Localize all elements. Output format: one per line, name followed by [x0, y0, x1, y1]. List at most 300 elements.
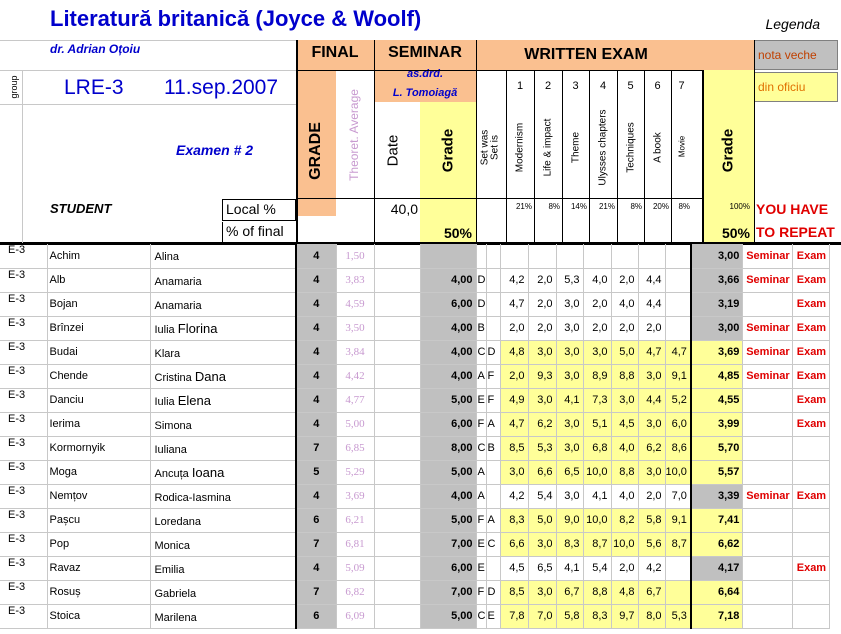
repeat-seminar-cell[interactable]: Seminar: [743, 340, 793, 364]
set-is-cell[interactable]: [486, 484, 500, 508]
written-topic-cell[interactable]: 5,0: [611, 340, 638, 364]
written-topic-cell[interactable]: [638, 244, 665, 268]
written-topic-cell[interactable]: 4,0: [611, 292, 638, 316]
theoretical-average-cell[interactable]: 3,84: [336, 340, 374, 364]
written-topic-cell[interactable]: 4,7: [500, 292, 528, 316]
seminar-date-cell[interactable]: [374, 436, 420, 460]
repeat-seminar-cell[interactable]: [743, 556, 793, 580]
theoretical-average-cell[interactable]: 6,82: [336, 580, 374, 604]
theoretical-average-cell[interactable]: 6,81: [336, 532, 374, 556]
repeat-exam-cell[interactable]: [793, 532, 830, 556]
written-topic-cell[interactable]: 4,0: [611, 436, 638, 460]
written-topic-cell[interactable]: [500, 244, 528, 268]
set-was-cell[interactable]: E: [476, 556, 486, 580]
seminar-date-cell[interactable]: [374, 604, 420, 628]
final-grade-cell[interactable]: 4: [296, 556, 336, 580]
group-cell[interactable]: E-3: [0, 604, 47, 628]
written-topic-cell[interactable]: 8,9: [583, 364, 611, 388]
repeat-seminar-cell[interactable]: Seminar: [743, 244, 793, 268]
first-name-cell[interactable]: [150, 364, 296, 388]
written-topic-cell[interactable]: [583, 244, 611, 268]
written-topic-cell[interactable]: 3,0: [556, 364, 583, 388]
theoretical-average-cell[interactable]: 5,00: [336, 412, 374, 436]
surname-cell[interactable]: Bojan: [47, 292, 150, 316]
written-topic-cell[interactable]: 3,0: [528, 388, 556, 412]
seminar-grade-cell[interactable]: 6,00: [420, 292, 476, 316]
set-is-cell[interactable]: C: [486, 532, 500, 556]
written-topic-cell[interactable]: 4,4: [638, 388, 665, 412]
seminar-date-cell[interactable]: [374, 556, 420, 580]
written-topic-cell[interactable]: 2,0: [638, 316, 665, 340]
written-topic-cell[interactable]: [556, 244, 583, 268]
final-grade-cell[interactable]: 5: [296, 460, 336, 484]
written-topic-cell[interactable]: 2,0: [528, 292, 556, 316]
written-grade-cell[interactable]: 3,00: [691, 316, 743, 340]
set-was-cell[interactable]: [476, 244, 486, 268]
set-was-cell[interactable]: C: [476, 436, 486, 460]
first-name-cell[interactable]: [150, 484, 296, 508]
theoretical-average-cell[interactable]: 6,09: [336, 604, 374, 628]
written-topic-cell[interactable]: 3,0: [556, 340, 583, 364]
repeat-seminar-cell[interactable]: [743, 508, 793, 532]
seminar-date-cell[interactable]: [374, 340, 420, 364]
group-cell[interactable]: E-3: [0, 388, 47, 412]
written-topic-cell[interactable]: 6,0: [665, 412, 691, 436]
repeat-exam-cell[interactable]: Exam: [793, 484, 830, 508]
written-topic-cell[interactable]: 4,0: [583, 268, 611, 292]
written-topic-cell[interactable]: 10,0: [583, 460, 611, 484]
written-topic-cell[interactable]: 4,4: [638, 292, 665, 316]
written-topic-cell[interactable]: 3,0: [611, 388, 638, 412]
set-is-cell[interactable]: [486, 556, 500, 580]
written-topic-cell[interactable]: 3,0: [556, 436, 583, 460]
set-was-cell[interactable]: F: [476, 508, 486, 532]
written-topic-cell[interactable]: 3,0: [638, 364, 665, 388]
first-name-cell[interactable]: [150, 388, 296, 412]
group-cell[interactable]: E-3: [0, 244, 47, 268]
written-topic-cell[interactable]: 7,8: [500, 604, 528, 628]
repeat-exam-cell[interactable]: Exam: [793, 316, 830, 340]
seminar-grade-cell[interactable]: 7,00: [420, 532, 476, 556]
written-topic-cell[interactable]: 4,5: [500, 556, 528, 580]
seminar-grade-cell[interactable]: 5,00: [420, 460, 476, 484]
group-cell[interactable]: E-3: [0, 340, 47, 364]
written-topic-cell[interactable]: 6,6: [528, 460, 556, 484]
written-topic-cell[interactable]: 3,0: [500, 460, 528, 484]
seminar-date-cell[interactable]: [374, 412, 420, 436]
first-name-cell[interactable]: [150, 340, 296, 364]
written-topic-cell[interactable]: 3,0: [638, 460, 665, 484]
written-grade-cell[interactable]: 5,57: [691, 460, 743, 484]
first-name-cell[interactable]: [150, 604, 296, 628]
written-topic-cell[interactable]: 3,0: [556, 316, 583, 340]
written-topic-cell[interactable]: 4,7: [665, 340, 691, 364]
repeat-exam-cell[interactable]: [793, 580, 830, 604]
set-is-cell[interactable]: [486, 460, 500, 484]
written-topic-cell[interactable]: 2,0: [583, 292, 611, 316]
written-grade-cell[interactable]: 3,66: [691, 268, 743, 292]
written-topic-cell[interactable]: [611, 244, 638, 268]
written-topic-cell[interactable]: 4,1: [583, 484, 611, 508]
seminar-grade-cell[interactable]: 6,00: [420, 412, 476, 436]
surname-cell[interactable]: Danciu: [47, 388, 150, 412]
final-grade-cell[interactable]: 4: [296, 292, 336, 316]
set-was-cell[interactable]: E: [476, 532, 486, 556]
written-topic-cell[interactable]: 4,2: [500, 268, 528, 292]
written-topic-cell[interactable]: 2,0: [528, 316, 556, 340]
written-topic-cell[interactable]: 2,0: [611, 556, 638, 580]
written-grade-cell[interactable]: 6,62: [691, 532, 743, 556]
theoretical-average-cell[interactable]: 6,85: [336, 436, 374, 460]
written-topic-cell[interactable]: 2,0: [583, 316, 611, 340]
surname-cell[interactable]: Achim: [47, 244, 150, 268]
final-grade-cell[interactable]: 4: [296, 340, 336, 364]
written-topic-cell[interactable]: 9,1: [665, 508, 691, 532]
seminar-grade-cell[interactable]: 4,00: [420, 484, 476, 508]
written-topic-cell[interactable]: 4,4: [638, 268, 665, 292]
written-topic-cell[interactable]: 9,7: [611, 604, 638, 628]
written-topic-cell[interactable]: 8,3: [556, 532, 583, 556]
surname-cell[interactable]: Chende: [47, 364, 150, 388]
written-topic-cell[interactable]: 6,2: [638, 436, 665, 460]
theoretical-average-cell[interactable]: 4,77: [336, 388, 374, 412]
repeat-seminar-cell[interactable]: Seminar: [743, 364, 793, 388]
seminar-date-cell[interactable]: [374, 460, 420, 484]
set-was-cell[interactable]: E: [476, 388, 486, 412]
written-grade-cell[interactable]: 6,64: [691, 580, 743, 604]
repeat-seminar-cell[interactable]: Seminar: [743, 484, 793, 508]
set-is-cell[interactable]: A: [486, 412, 500, 436]
written-grade-cell[interactable]: 3,99: [691, 412, 743, 436]
written-topic-cell[interactable]: 6,8: [583, 436, 611, 460]
repeat-exam-cell[interactable]: [793, 604, 830, 628]
written-topic-cell[interactable]: 8,3: [500, 508, 528, 532]
set-is-cell[interactable]: [486, 316, 500, 340]
written-topic-cell[interactable]: 7,0: [528, 604, 556, 628]
written-topic-cell[interactable]: 6,6: [500, 532, 528, 556]
written-topic-cell[interactable]: 8,5: [500, 580, 528, 604]
set-was-cell[interactable]: C: [476, 604, 486, 628]
set-is-cell[interactable]: A: [486, 508, 500, 532]
repeat-exam-cell[interactable]: [793, 436, 830, 460]
written-topic-cell[interactable]: 2,0: [500, 316, 528, 340]
surname-cell[interactable]: Ravaz: [47, 556, 150, 580]
first-name-cell[interactable]: [150, 508, 296, 532]
written-topic-cell[interactable]: 9,0: [556, 508, 583, 532]
written-topic-cell[interactable]: 4,8: [500, 340, 528, 364]
surname-cell[interactable]: Nemțov: [47, 484, 150, 508]
written-topic-cell[interactable]: 5,3: [665, 604, 691, 628]
repeat-seminar-cell[interactable]: [743, 532, 793, 556]
first-name-cell[interactable]: [150, 580, 296, 604]
written-topic-cell[interactable]: 4,7: [638, 340, 665, 364]
group-cell[interactable]: E-3: [0, 532, 47, 556]
surname-cell[interactable]: Brînzei: [47, 316, 150, 340]
group-cell[interactable]: E-3: [0, 436, 47, 460]
written-topic-cell[interactable]: 10,0: [611, 532, 638, 556]
written-topic-cell[interactable]: 10,0: [583, 508, 611, 532]
seminar-grade-cell[interactable]: 4,00: [420, 364, 476, 388]
written-topic-cell[interactable]: 7,3: [583, 388, 611, 412]
seminar-grade-cell[interactable]: 7,00: [420, 580, 476, 604]
written-topic-cell[interactable]: 4,2: [638, 556, 665, 580]
first-name-cell[interactable]: [150, 412, 296, 436]
written-topic-cell[interactable]: 4,2: [500, 484, 528, 508]
group-cell[interactable]: E-3: [0, 556, 47, 580]
first-name-cell[interactable]: [150, 556, 296, 580]
written-topic-cell[interactable]: 5,8: [638, 508, 665, 532]
theoretical-average-cell[interactable]: 6,21: [336, 508, 374, 532]
repeat-seminar-cell[interactable]: [743, 580, 793, 604]
written-topic-cell[interactable]: 6,2: [528, 412, 556, 436]
set-was-cell[interactable]: A: [476, 364, 486, 388]
written-topic-cell[interactable]: 8,8: [611, 460, 638, 484]
seminar-grade-cell[interactable]: 8,00: [420, 436, 476, 460]
written-topic-cell[interactable]: 2,0: [528, 268, 556, 292]
final-grade-cell[interactable]: 6: [296, 604, 336, 628]
surname-cell[interactable]: Pașcu: [47, 508, 150, 532]
surname-cell[interactable]: Alb: [47, 268, 150, 292]
seminar-grade-cell[interactable]: 4,00: [420, 268, 476, 292]
written-topic-cell[interactable]: 6,5: [556, 460, 583, 484]
set-is-cell[interactable]: E: [486, 604, 500, 628]
first-name-cell[interactable]: [150, 532, 296, 556]
written-topic-cell[interactable]: 6,7: [556, 580, 583, 604]
written-topic-cell[interactable]: 8,3: [583, 604, 611, 628]
written-topic-cell[interactable]: 8,7: [583, 532, 611, 556]
written-topic-cell[interactable]: 4,0: [611, 484, 638, 508]
repeat-seminar-cell[interactable]: [743, 436, 793, 460]
written-topic-cell[interactable]: 8,6: [665, 436, 691, 460]
written-topic-cell[interactable]: 4,9: [500, 388, 528, 412]
group-cell[interactable]: E-3: [0, 580, 47, 604]
written-topic-cell[interactable]: 5,1: [583, 412, 611, 436]
repeat-seminar-cell[interactable]: [743, 460, 793, 484]
set-is-cell[interactable]: [486, 244, 500, 268]
theoretical-average-cell[interactable]: 4,42: [336, 364, 374, 388]
written-topic-cell[interactable]: 2,0: [500, 364, 528, 388]
set-is-cell[interactable]: [486, 268, 500, 292]
theoretical-average-cell[interactable]: 1,50: [336, 244, 374, 268]
set-was-cell[interactable]: A: [476, 484, 486, 508]
repeat-exam-cell[interactable]: [793, 460, 830, 484]
set-is-cell[interactable]: D: [486, 340, 500, 364]
group-cell[interactable]: E-3: [0, 484, 47, 508]
surname-cell[interactable]: Moga: [47, 460, 150, 484]
group-cell[interactable]: E-3: [0, 364, 47, 388]
repeat-exam-cell[interactable]: Exam: [793, 340, 830, 364]
seminar-date-cell[interactable]: [374, 388, 420, 412]
written-topic-cell[interactable]: 4,1: [556, 388, 583, 412]
seminar-date-cell[interactable]: [374, 316, 420, 340]
first-name-cell[interactable]: [150, 436, 296, 460]
surname-cell[interactable]: Stoica: [47, 604, 150, 628]
written-topic-cell[interactable]: [665, 268, 691, 292]
surname-cell[interactable]: Rosuș: [47, 580, 150, 604]
seminar-date-cell[interactable]: [374, 364, 420, 388]
written-topic-cell[interactable]: 5,4: [583, 556, 611, 580]
surname-cell[interactable]: Ierima: [47, 412, 150, 436]
first-name-cell[interactable]: [150, 292, 296, 316]
written-topic-cell[interactable]: 2,0: [611, 268, 638, 292]
written-topic-cell[interactable]: [665, 316, 691, 340]
theoretical-average-cell[interactable]: 4,59: [336, 292, 374, 316]
written-topic-cell[interactable]: 5,8: [556, 604, 583, 628]
repeat-exam-cell[interactable]: Exam: [793, 244, 830, 268]
theoretical-average-cell[interactable]: 3,69: [336, 484, 374, 508]
written-topic-cell[interactable]: 6,5: [528, 556, 556, 580]
first-name-cell[interactable]: [150, 268, 296, 292]
seminar-date-cell[interactable]: [374, 244, 420, 268]
written-topic-cell[interactable]: 9,3: [528, 364, 556, 388]
written-topic-cell[interactable]: 5,3: [556, 268, 583, 292]
theoretical-average-cell[interactable]: 5,09: [336, 556, 374, 580]
first-name-cell[interactable]: [150, 460, 296, 484]
written-topic-cell[interactable]: 8,2: [611, 508, 638, 532]
first-name-cell[interactable]: [150, 244, 296, 268]
theoretical-average-cell[interactable]: 3,83: [336, 268, 374, 292]
written-topic-cell[interactable]: 5,4: [528, 484, 556, 508]
written-topic-cell[interactable]: [528, 244, 556, 268]
repeat-exam-cell[interactable]: [793, 508, 830, 532]
written-topic-cell[interactable]: 3,0: [556, 412, 583, 436]
written-topic-cell[interactable]: 8,7: [665, 532, 691, 556]
written-topic-cell[interactable]: 8,0: [638, 604, 665, 628]
set-is-cell[interactable]: F: [486, 388, 500, 412]
written-grade-cell[interactable]: 3,19: [691, 292, 743, 316]
written-grade-cell[interactable]: 5,70: [691, 436, 743, 460]
seminar-date-cell[interactable]: [374, 484, 420, 508]
repeat-exam-cell[interactable]: Exam: [793, 364, 830, 388]
written-grade-cell[interactable]: 3,00: [691, 244, 743, 268]
written-topic-cell[interactable]: 5,2: [665, 388, 691, 412]
final-grade-cell[interactable]: 7: [296, 580, 336, 604]
written-topic-cell[interactable]: 2,0: [638, 484, 665, 508]
written-topic-cell[interactable]: 2,0: [611, 316, 638, 340]
set-is-cell[interactable]: F: [486, 364, 500, 388]
set-was-cell[interactable]: F: [476, 412, 486, 436]
set-was-cell[interactable]: F: [476, 580, 486, 604]
written-grade-cell[interactable]: 3,39: [691, 484, 743, 508]
repeat-exam-cell[interactable]: Exam: [793, 292, 830, 316]
set-was-cell[interactable]: A: [476, 460, 486, 484]
surname-cell[interactable]: Kormornyik: [47, 436, 150, 460]
group-cell[interactable]: E-3: [0, 292, 47, 316]
final-grade-cell[interactable]: 6: [296, 508, 336, 532]
group-cell[interactable]: E-3: [0, 412, 47, 436]
set-was-cell[interactable]: B: [476, 316, 486, 340]
seminar-date-cell[interactable]: [374, 268, 420, 292]
final-grade-cell[interactable]: 4: [296, 268, 336, 292]
seminar-date-cell[interactable]: [374, 508, 420, 532]
group-cell[interactable]: E-3: [0, 268, 47, 292]
written-topic-cell[interactable]: [665, 580, 691, 604]
written-topic-cell[interactable]: 8,8: [583, 580, 611, 604]
written-topic-cell[interactable]: 3,0: [528, 580, 556, 604]
final-grade-cell[interactable]: 4: [296, 364, 336, 388]
written-topic-cell[interactable]: 6,7: [638, 580, 665, 604]
seminar-date-cell[interactable]: [374, 292, 420, 316]
set-was-cell[interactable]: D: [476, 292, 486, 316]
theoretical-average-cell[interactable]: 5,29: [336, 460, 374, 484]
final-grade-cell[interactable]: 4: [296, 316, 336, 340]
seminar-grade-cell[interactable]: 5,00: [420, 508, 476, 532]
written-topic-cell[interactable]: 4,1: [556, 556, 583, 580]
written-grade-cell[interactable]: 3,69: [691, 340, 743, 364]
repeat-seminar-cell[interactable]: [743, 292, 793, 316]
group-cell[interactable]: E-3: [0, 460, 47, 484]
seminar-grade-cell[interactable]: 6,00: [420, 556, 476, 580]
written-topic-cell[interactable]: 9,1: [665, 364, 691, 388]
written-topic-cell[interactable]: 8,8: [611, 364, 638, 388]
repeat-seminar-cell[interactable]: Seminar: [743, 316, 793, 340]
set-was-cell[interactable]: D: [476, 268, 486, 292]
first-name-cell[interactable]: [150, 316, 296, 340]
written-topic-cell[interactable]: 3,0: [556, 292, 583, 316]
seminar-grade-cell[interactable]: 4,00: [420, 340, 476, 364]
surname-cell[interactable]: Budai: [47, 340, 150, 364]
written-grade-cell[interactable]: 4,85: [691, 364, 743, 388]
written-grade-cell[interactable]: 7,18: [691, 604, 743, 628]
written-topic-cell[interactable]: 3,0: [528, 532, 556, 556]
written-topic-cell[interactable]: 8,5: [500, 436, 528, 460]
surname-cell[interactable]: Pop: [47, 532, 150, 556]
written-topic-cell[interactable]: 7,0: [665, 484, 691, 508]
final-grade-cell[interactable]: 7: [296, 532, 336, 556]
final-grade-cell[interactable]: 7: [296, 436, 336, 460]
final-grade-cell[interactable]: 4: [296, 244, 336, 268]
seminar-grade-cell[interactable]: [420, 244, 476, 268]
final-grade-cell[interactable]: 4: [296, 412, 336, 436]
repeat-exam-cell[interactable]: Exam: [793, 388, 830, 412]
set-is-cell[interactable]: B: [486, 436, 500, 460]
written-topic-cell[interactable]: 4,8: [611, 580, 638, 604]
written-topic-cell[interactable]: 5,6: [638, 532, 665, 556]
written-topic-cell[interactable]: 3,0: [583, 340, 611, 364]
written-topic-cell[interactable]: 3,0: [528, 340, 556, 364]
repeat-exam-cell[interactable]: Exam: [793, 412, 830, 436]
repeat-exam-cell[interactable]: Exam: [793, 556, 830, 580]
repeat-seminar-cell[interactable]: [743, 604, 793, 628]
written-topic-cell[interactable]: 5,0: [528, 508, 556, 532]
seminar-grade-cell[interactable]: 5,00: [420, 604, 476, 628]
written-topic-cell[interactable]: 5,3: [528, 436, 556, 460]
written-grade-cell[interactable]: 7,41: [691, 508, 743, 532]
seminar-date-cell[interactable]: [374, 580, 420, 604]
written-grade-cell[interactable]: 4,17: [691, 556, 743, 580]
written-topic-cell[interactable]: [665, 244, 691, 268]
written-topic-cell[interactable]: 4,5: [611, 412, 638, 436]
written-topic-cell[interactable]: 10,0: [665, 460, 691, 484]
written-topic-cell[interactable]: 3,0: [556, 484, 583, 508]
seminar-grade-cell[interactable]: 4,00: [420, 316, 476, 340]
repeat-seminar-cell[interactable]: [743, 388, 793, 412]
group-cell[interactable]: E-3: [0, 316, 47, 340]
seminar-date-cell[interactable]: [374, 532, 420, 556]
final-grade-cell[interactable]: 4: [296, 484, 336, 508]
written-grade-cell[interactable]: 4,55: [691, 388, 743, 412]
written-topic-cell[interactable]: 4,7: [500, 412, 528, 436]
set-is-cell[interactable]: [486, 292, 500, 316]
repeat-exam-cell[interactable]: Exam: [793, 268, 830, 292]
set-is-cell[interactable]: D: [486, 580, 500, 604]
final-grade-cell[interactable]: 4: [296, 388, 336, 412]
written-topic-cell[interactable]: [665, 292, 691, 316]
repeat-seminar-cell[interactable]: Seminar: [743, 268, 793, 292]
repeat-seminar-cell[interactable]: [743, 412, 793, 436]
written-topic-cell[interactable]: [665, 556, 691, 580]
set-was-cell[interactable]: C: [476, 340, 486, 364]
